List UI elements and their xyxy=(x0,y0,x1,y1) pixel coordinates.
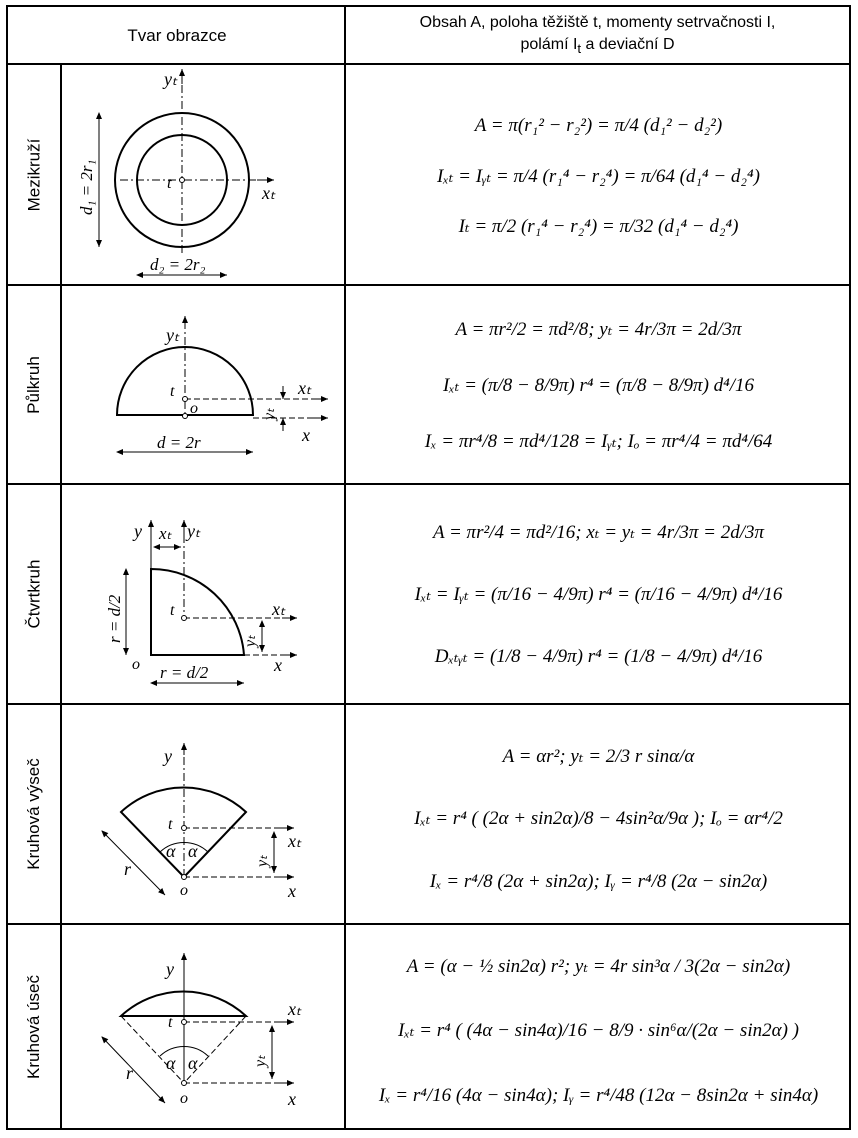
origin-label: o xyxy=(180,1090,188,1107)
y-axis-label: yₜ xyxy=(166,325,180,345)
formulas-usec xyxy=(348,925,849,1128)
x-axis-label: x xyxy=(288,1089,296,1109)
yt-dimension: yₜ xyxy=(261,408,278,420)
y-axis-label: y xyxy=(134,521,142,541)
xt-axis-label: xₜ xyxy=(288,831,302,851)
centroid-label: t xyxy=(168,816,173,833)
formula-area: A = π(r₁² − r₂²) = π/4 (d₁² − d₂²) xyxy=(474,115,723,136)
header-formula-line1: Obsah A, poloha těžiště t, momenty setrvačnosti I, xyxy=(419,13,776,31)
formulas-vysec xyxy=(348,705,849,923)
x-axis-label: x xyxy=(274,655,282,675)
y-axis-label: y xyxy=(166,959,174,979)
origin-label: o xyxy=(132,656,140,673)
row-label-pulkruh: Půlkruh xyxy=(24,355,44,414)
centroid-label: t xyxy=(168,1014,173,1031)
column-divider xyxy=(344,7,346,1128)
formula-area-centroid: A = (α − ½ sin2α) r²; yₜ = 4r sin³α / 3(2α − sin2α) xyxy=(406,956,791,977)
formulas-pulkruh xyxy=(348,286,849,483)
formula-moment-xt-polar: Iₓₜ = r⁴ ( (2α + sin2α)/8 − 4sin²α/9α ); Iₒ = αr⁴/2 xyxy=(414,808,783,829)
circular-sector-figure xyxy=(62,705,344,923)
row-label-mezikruzi: Mezikruží xyxy=(24,138,44,211)
formula-moment-xt: Iₓₜ = (π/8 − 8/9π) r⁴ = (π/8 − 8/9π) d⁴/16 xyxy=(442,375,755,396)
yt-dimension: yₜ xyxy=(254,855,271,867)
x-axis-label: xₜ xyxy=(262,183,276,203)
alpha-left: α xyxy=(166,841,176,861)
formula-moment-x-polar: Iₓ = πr⁴/8 = πd⁴/128 = Iᵧₜ; Iₒ = πr⁴/4 = πd⁴/64 xyxy=(424,431,773,452)
dim-r-left: r = d/2 xyxy=(105,594,124,643)
formulas-mezikruzi xyxy=(348,65,849,284)
y-axis-label: yₜ xyxy=(164,69,178,89)
quarter-circle-figure xyxy=(62,485,344,703)
formula-area-centroid: A = πr²/2 = πd²/8; yₜ = 4r/3π = 2d/3π xyxy=(455,319,742,340)
formula-moment-axes: Iₓₜ = Iᵧₜ = π/4 (r₁⁴ − r₂⁴) = π/64 (d₁⁴ − d₂⁴) xyxy=(437,166,760,187)
centroid-label: t xyxy=(167,175,172,192)
formula-polar-moment: Iₜ = π/2 (r₁⁴ − r₂⁴) = π/32 (d₁⁴ − d₂⁴) xyxy=(458,216,739,237)
formula-moment-axes: Iₓₜ = Iᵧₜ = (π/16 − 4/9π) r⁴ = (π/16 − 4/9π) d⁴/16 xyxy=(414,584,783,605)
header-formula-column xyxy=(346,7,849,65)
alpha-right: α xyxy=(188,1053,198,1073)
row-label-ctvrtkruh: Čtvrtkruh xyxy=(24,559,43,629)
alpha-right: α xyxy=(188,841,198,861)
xt-dimension: xₜ xyxy=(159,524,172,543)
formula-moment-xt: Iₓₜ = r⁴ ( (4α − sin4α)/16 − 8/9 · sin⁶α/(2α − sin2α) ) xyxy=(398,1020,799,1041)
yt-dimension: yₜ xyxy=(242,635,259,647)
formula-area-centroid: A = πr²/4 = πd²/16; xₜ = yₜ = 4r/3π = 2d/3π xyxy=(432,522,765,543)
xt-axis-label: xₜ xyxy=(272,599,286,619)
header-formula-line2: polámí $I_t$ a deviační D xyxy=(520,35,675,57)
yt-dimension: yₜ xyxy=(252,1055,269,1067)
formula-deviation: Dₓₜᵧₜ = (1/8 − 4/9π) r⁴ = (1/8 − 4/9π) d⁴/16 xyxy=(434,646,763,667)
dim-d: d = 2r xyxy=(157,433,201,452)
annulus-figure xyxy=(62,65,344,284)
circular-segment-figure xyxy=(62,925,344,1128)
x-axis-label: x xyxy=(288,881,296,901)
dim-d2: d₂ = 2r₂ xyxy=(150,255,206,274)
centroid-label: t xyxy=(170,602,175,619)
y-axis-label: y xyxy=(164,746,172,766)
dim-r-bottom: r = d/2 xyxy=(160,663,209,682)
x-axis-label: x xyxy=(302,425,310,445)
centroid-label: t xyxy=(170,383,175,400)
semicircle-figure xyxy=(62,286,344,483)
formula-table xyxy=(6,5,851,1130)
header-shape-label: Tvar obrazce xyxy=(127,26,227,45)
dim-d1: d₁ = 2r₁ xyxy=(77,159,96,215)
radius-label: r xyxy=(124,859,132,879)
yt-axis-label: yₜ xyxy=(187,521,201,541)
formulas-ctvrtkruh xyxy=(348,485,849,703)
formula-area-centroid: A = αr²; yₜ = 2/3 r sinα/α xyxy=(502,746,695,767)
origin-label: o xyxy=(190,400,198,417)
header-shape-column xyxy=(8,7,346,65)
alpha-left: α xyxy=(166,1053,176,1073)
origin-label: o xyxy=(180,882,188,899)
row-label-vysec: Kruhová výseč xyxy=(24,758,43,870)
xt-axis-label: xₜ xyxy=(288,999,302,1019)
radius-label: r xyxy=(126,1063,134,1083)
xt-axis-label: xₜ xyxy=(298,378,312,398)
formula-moment-x-y: Iₓ = r⁴/16 (4α − sin4α); Iᵧ = r⁴/48 (12α − 8sin2α + sin4α) xyxy=(378,1085,819,1106)
row-label-usec: Kruhová úseč xyxy=(24,974,44,1079)
formula-moment-x-y: Iₓ = r⁴/8 (2α + sin2α); Iᵧ = r⁴/8 (2α − sin2α) xyxy=(429,871,768,892)
